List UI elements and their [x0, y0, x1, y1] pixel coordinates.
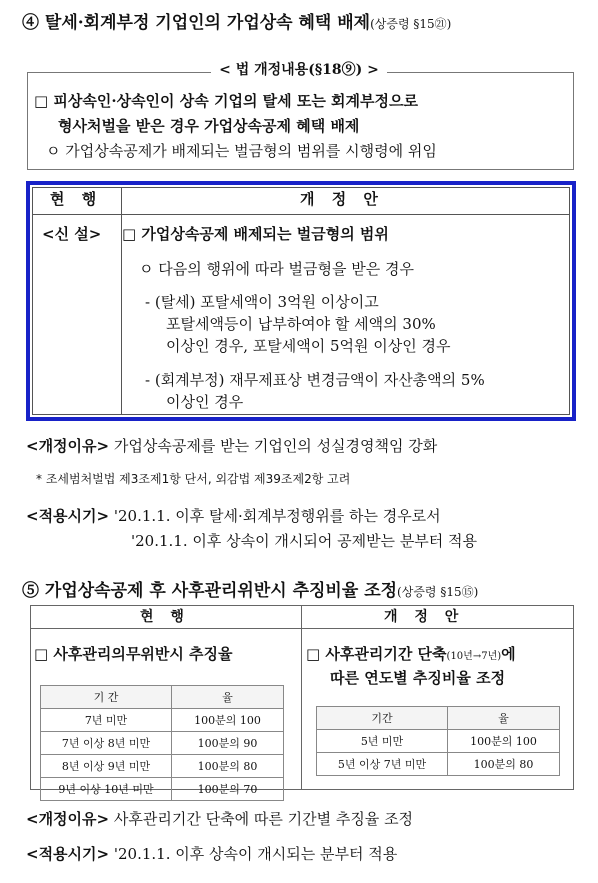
cell-period: 5년 미만	[317, 730, 448, 753]
apply-line-1: '20.1.1. 이후 탈세·회계부정행위를 하는 경우로서	[113, 507, 441, 525]
s5-apply-row	[26, 843, 397, 864]
s5-reason-text: 사후관리기간 단축에 따른 기간별 추징율 조정	[113, 810, 414, 828]
s5-reason-label: <개정이유>	[26, 810, 110, 828]
proposal-line-3b: 포탈세액등이 납부하여야 할 세액의 30%	[166, 315, 436, 333]
table-row	[317, 753, 560, 776]
reason-text: 가업상속공제를 받는 기업인의 성실경영책임 강화	[113, 437, 438, 455]
cell-period: 8년 이상 9년 미만	[41, 755, 172, 778]
law-header-text: < 법 개정내용(§18⑨) >	[211, 62, 387, 78]
section5-header-line	[31, 628, 573, 629]
proposal-line-4b: 이상인 경우	[166, 393, 244, 411]
section5-ref: (상증령 §15⑮)	[397, 585, 479, 599]
cell-rate: 100분의 100	[448, 730, 560, 753]
apply-row	[26, 505, 441, 526]
cell-rate: 100분의 80	[172, 755, 284, 778]
table-header-row	[317, 707, 560, 730]
section5-divider	[301, 606, 302, 789]
cell-rate: 100분의 100	[172, 709, 284, 732]
proposal-line-4a: - (회계부정) 재무제표상 변경금액이 자산총액의 5%	[145, 371, 485, 389]
reason-row	[26, 435, 437, 456]
cell-period: 9년 이상 10년 미만	[41, 778, 172, 801]
table-row	[41, 709, 284, 732]
header-period: 기 간	[41, 686, 172, 709]
law-amendment-header	[0, 59, 598, 79]
table-divider	[121, 188, 122, 414]
proposal-line-1: □ 가업상속공제 배제되는 벌금형의 범위	[122, 225, 389, 243]
section4-title	[22, 8, 451, 33]
cell-rate: 100분의 70	[172, 778, 284, 801]
section4-title-text: ④ 탈세·회계부정 기업인의 가업상속 혜택 배제	[22, 13, 371, 33]
s5-right-heading-small: (10년→7년)	[446, 651, 502, 662]
section5-title-text: ⑤ 가업상속공제 후 사후관리위반시 추징비율 조정	[22, 581, 398, 601]
proposal-line-3c: 이상인 경우, 포탈세액이 5억원 이상인 경우	[166, 337, 451, 355]
s5-col-current: 현 행	[140, 609, 190, 625]
proposal-line-3a: - (탈세) 포탈세액이 3억원 이상이고	[145, 293, 379, 311]
col-proposal-header: 개 정 안	[300, 190, 384, 208]
header-rate: 율	[172, 686, 284, 709]
s5-reason-row	[26, 808, 413, 829]
s5-right-heading-1	[306, 643, 516, 664]
section5-title	[22, 576, 478, 601]
cell-period: 7년 이상 8년 미만	[41, 732, 172, 755]
col-current-header: 현 행	[50, 190, 103, 208]
section4-ref: (상증령 §15㉑)	[370, 17, 452, 31]
cell-rate: 100분의 90	[172, 732, 284, 755]
apply-line-2: '20.1.1. 이후 상속이 개시되어 공제받는 분부터 적용	[131, 532, 478, 550]
s5-apply-label: <적용시기>	[26, 845, 110, 863]
s5-right-heading-main: □ 사후관리기간 단축	[306, 645, 447, 663]
law-line-2: 형사처벌을 받은 경우 가업상속공제 혜택 배제	[58, 117, 360, 135]
footnote: * 조세범처벌법 제3조제1항 단서, 외감법 제39조제2항 고려	[36, 472, 351, 486]
s5-right-heading-tail: 에	[501, 645, 516, 663]
table-row	[41, 778, 284, 801]
current-cell-new: <신 설>	[42, 225, 102, 243]
law-line-3: ㅇ 가업상속공제가 배제되는 벌금형의 범위를 시행령에 위임	[46, 142, 437, 160]
reason-label: <개정이유>	[26, 437, 110, 455]
table-header-row	[41, 686, 284, 709]
table-row	[317, 730, 560, 753]
table-row	[41, 755, 284, 778]
proposal-line-2: ㅇ 다음의 행위에 따라 벌금형을 받은 경우	[139, 260, 414, 278]
cell-period: 7년 미만	[41, 709, 172, 732]
header-rate: 율	[448, 707, 560, 730]
s5-left-table	[40, 685, 284, 801]
apply-label: <적용시기>	[26, 507, 110, 525]
law-line-1: □ 피상속인·상속인이 상속 기업의 탈세 또는 회계부정으로	[34, 92, 418, 110]
s5-apply-text: '20.1.1. 이후 상속이 개시되는 분부터 적용	[113, 845, 398, 863]
cell-period: 5년 이상 7년 미만	[317, 753, 448, 776]
s5-right-table	[316, 706, 560, 776]
header-period: 기간	[317, 707, 448, 730]
s5-left-heading: □ 사후관리의무위반시 추징율	[34, 645, 233, 663]
cell-rate: 100분의 80	[448, 753, 560, 776]
s5-col-proposal: 개 정 안	[384, 609, 465, 625]
table-row	[41, 732, 284, 755]
s5-right-heading-2: 따른 연도별 추징비율 조정	[330, 669, 506, 687]
